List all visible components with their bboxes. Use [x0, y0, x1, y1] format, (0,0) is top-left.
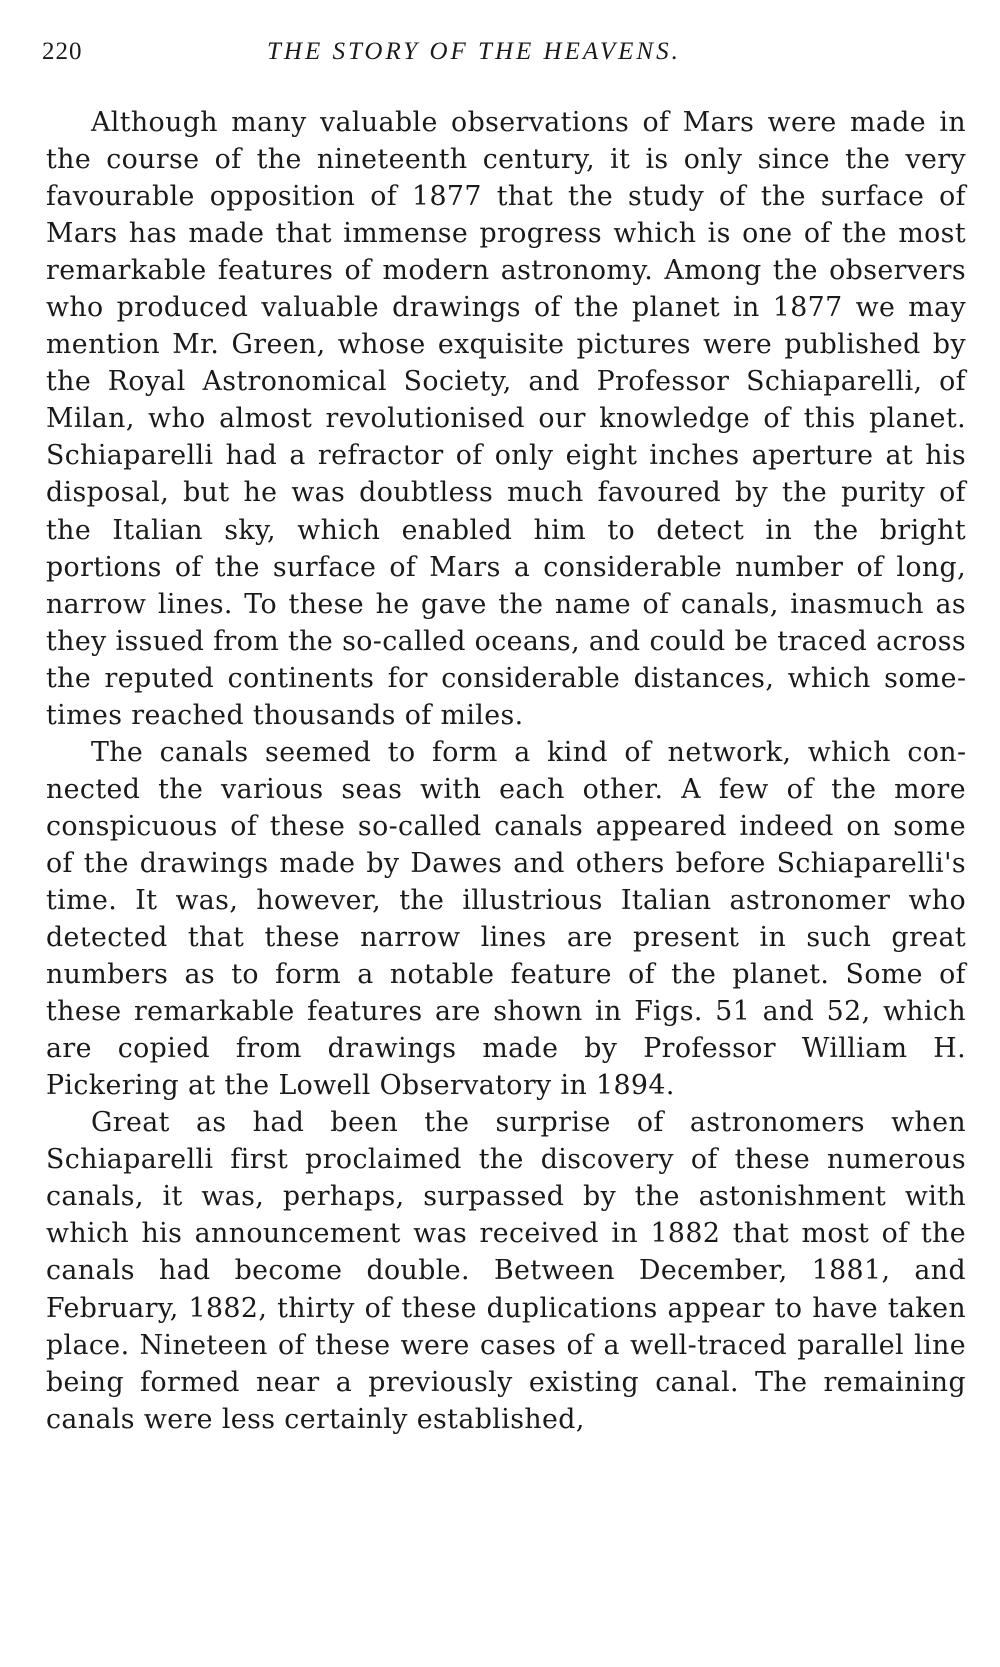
page-number: 220: [42, 38, 83, 65]
paragraph: Great as had been the surprise of astronomers when Schiaparelli first proclaimed the discovery of these numerous canals, it was, perhaps, surpassed by the astonishment with which his announcement was received in 1882 that most of the canals had become double. Between December, 1881, and February, 1882, thirty of these duplications appear to have taken place. Nineteen of these were cases of a well-traced parallel line being formed near a previously existing canal. The remaining canals were less certainly established,: [46, 1107, 966, 1435]
paragraph: The canals seemed to form a kind of network, which connected the various seas with each other. A few of the more conspicuous of these so-called canals appeared indeed on some of the drawings made by Dawes and others before Schiaparelli's time. It was, however, the illustrious Italian astronomer who detected that these narrow lines are present in such great numbers as to form a notable feature of the planet. Some of these remarkable features are shown in Figs. 51 and 52, which are copied from drawings made by Professor William H. Pickering at the Lowell Observatory in 1894.: [46, 736, 966, 1102]
paragraph: Although many valuable observations of Mars were made in the course of the nineteenth century, it is only since the very favourable opposition of 1877 that the study of the surface of Mars has made that immense progress which is one of the most remarkable features of modern astronomy. Among the observers who produced valuable drawings of the planet in 1877 we may mention Mr. Green, whose exquisite pictures were published by the Royal Astronomical Society, and Professor Schiaparelli, of Milan, who almost revolutionised our knowledge of this planet. Schiaparelli had a refractor of only eight inches aperture at his disposal, but he was doubtless much favoured by the purity of the Italian sky, which enabled him to detect in the bright portions of the surface of Mars a considerable number of long, narrow lines. To these he gave the name of canals, inasmuch as they issued from the so-called oceans, and could be traced across the reputed continents for considerable distances, which sometimes reached thousands of miles.: [46, 107, 966, 731]
running-head: [42, 38, 972, 78]
body-text: [46, 104, 966, 1438]
running-title: THE STORY OF THE HEAVENS.: [267, 38, 681, 65]
